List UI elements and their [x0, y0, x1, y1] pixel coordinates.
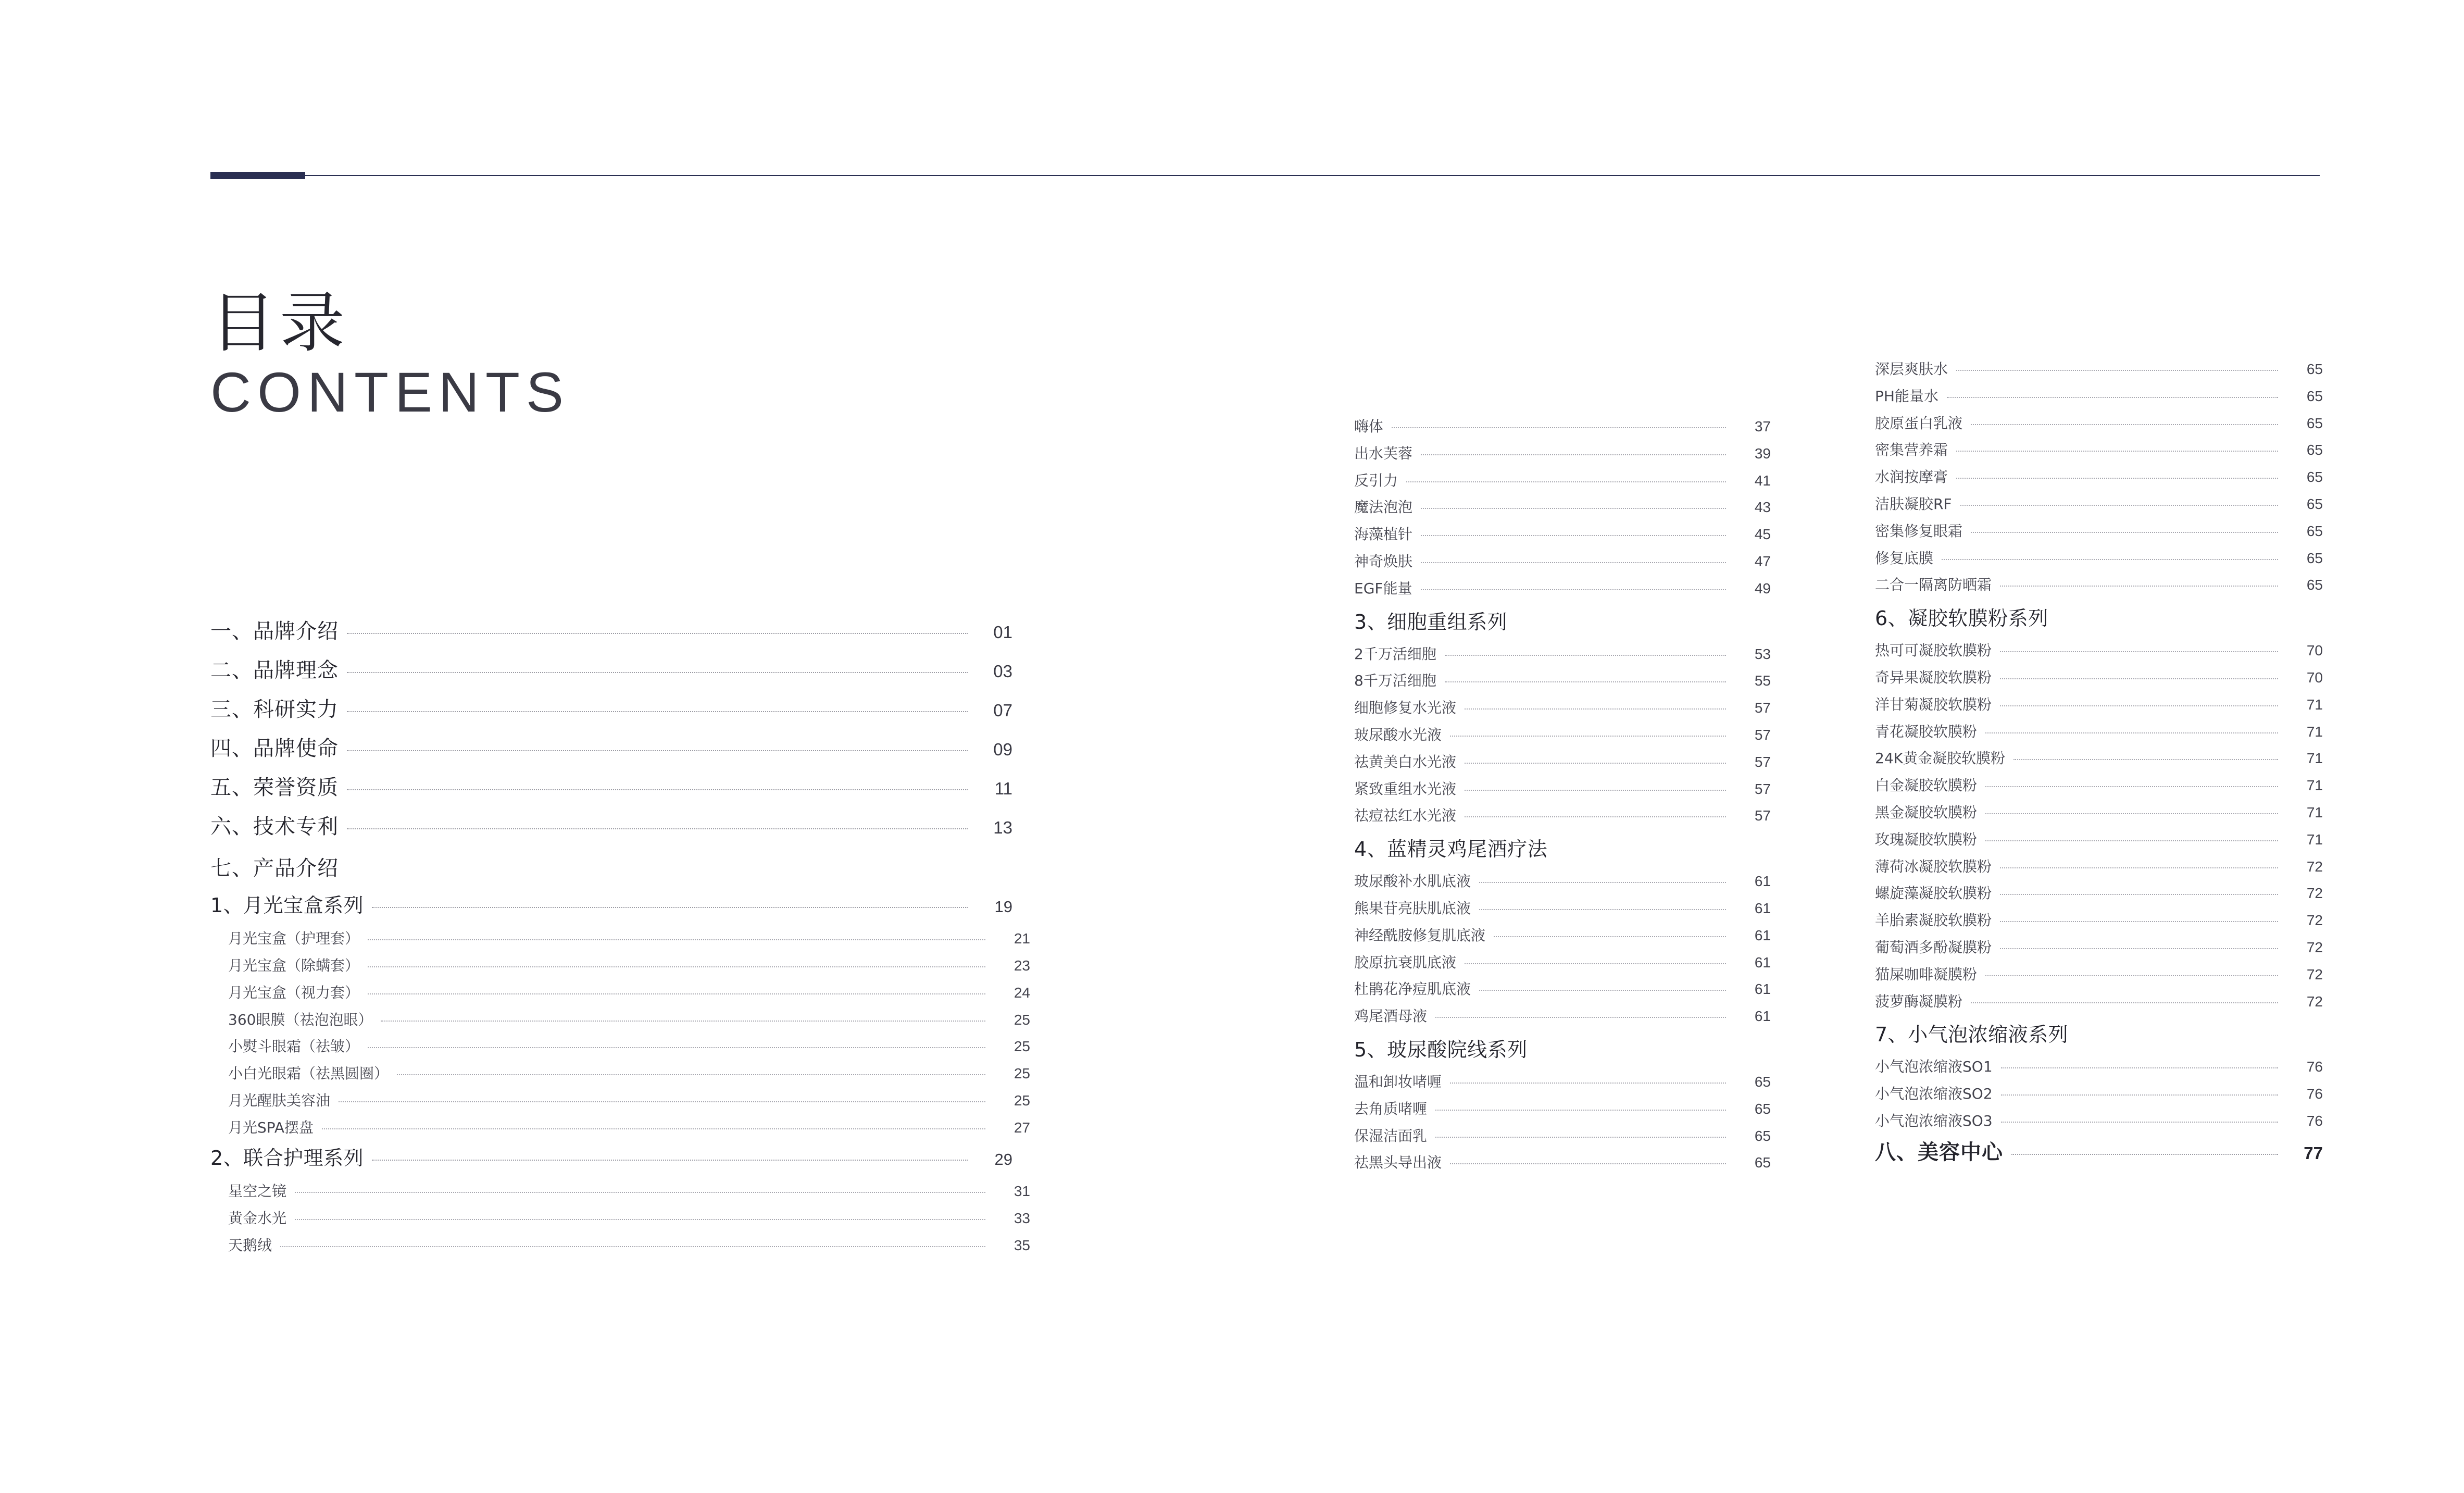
toc-entry-leader-dots: [1985, 813, 2278, 814]
toc-entry[interactable]: [1354, 671, 1771, 691]
toc-entry-page-number: 65: [2306, 442, 2323, 458]
toc-entry-label: 月光醒肤美容油: [228, 1092, 331, 1110]
toc-entry-label: 玻尿酸水光液: [1354, 726, 1442, 743]
toc-entry-leader-dots: [1956, 451, 2278, 452]
toc-entry[interactable]: [210, 774, 1012, 802]
toc-entry-label: 祛黄美白水光液: [1354, 753, 1457, 770]
toc-entry-page-number: 72: [2306, 912, 2323, 929]
toc-entry[interactable]: [1875, 575, 2323, 595]
toc-entry[interactable]: [1354, 471, 1771, 491]
toc-entry-page-number: 27: [1014, 1119, 1030, 1136]
toc-entry-leader-dots: [1956, 478, 2278, 479]
toc-entry-page-number: 11: [994, 779, 1012, 798]
toc-entry[interactable]: [1875, 749, 2323, 768]
toc-entry[interactable]: [210, 1181, 1030, 1201]
toc-entry[interactable]: [1875, 414, 2323, 433]
toc-entry-label: 月光宝盒（视力套）: [228, 984, 360, 1001]
toc-entry-leader-dots: [347, 672, 968, 673]
toc-entry-leader-dots: [1435, 1137, 1726, 1138]
toc-entry[interactable]: [1354, 926, 1771, 945]
toc-entry-page-number: 03: [993, 662, 1012, 681]
toc-entry-page-number: 65: [1754, 1073, 1771, 1090]
toc-entry-label: 二合一隔离防晒霜: [1875, 576, 1992, 594]
toc-entry-label: 小气泡浓缩液SO2: [1875, 1085, 1993, 1103]
toc-entry-leader-dots: [280, 1246, 985, 1247]
toc-entry-page-number: 53: [1754, 645, 1771, 662]
toc-entry-page-number: 61: [1754, 927, 1771, 943]
toc-entry-leader-dots: [1942, 559, 2278, 560]
toc-entry-page-number: 65: [1754, 1100, 1771, 1117]
toc-entry-page-number: 61: [1754, 981, 1771, 998]
toc-entry-page-number: 07: [993, 701, 1012, 720]
toc-entry-label: 神奇焕肤: [1354, 552, 1413, 570]
toc-entry-leader-dots: [381, 1021, 985, 1022]
toc-entry-page-number: 13: [993, 818, 1012, 837]
toc-entry-label: 紧致重组水光液: [1354, 780, 1457, 798]
toc-entry-page-number: 23: [1014, 957, 1030, 974]
toc-entry[interactable]: [1875, 549, 2323, 568]
toc-entry-label: 青花凝胶软膜粉: [1875, 723, 1978, 740]
toc-entry-label: 月光SPA摆盘: [228, 1118, 314, 1136]
toc-entry-label: 去角质啫喱: [1354, 1100, 1428, 1117]
toc-entry-leader-dots: [1479, 882, 1726, 883]
toc-entry[interactable]: [1875, 830, 2323, 850]
toc-entry[interactable]: [1875, 440, 2323, 460]
header-rule-accent-block: [210, 172, 305, 179]
toc-entry-leader-dots: [295, 1192, 985, 1193]
toc-entry-page-number: 25: [1014, 1038, 1030, 1055]
toc-entry[interactable]: [1875, 668, 2323, 688]
toc-entry-label: 熊果苷亮肤肌底液: [1354, 899, 1471, 917]
toc-entry-label: 海藻植针: [1354, 526, 1413, 543]
toc-entry[interactable]: [1354, 552, 1771, 571]
toc-entry-leader-dots: [347, 750, 968, 751]
toc-entry[interactable]: [1354, 644, 1771, 664]
toc-entry-leader-dots: [1479, 990, 1726, 991]
toc-entry-label: 修复底膜: [1875, 549, 1934, 567]
toc-entry[interactable]: [210, 656, 1012, 685]
toc-entry-leader-dots: [2000, 948, 2278, 949]
toc-entry[interactable]: [1354, 444, 1771, 464]
toc-entry[interactable]: [1875, 1084, 2323, 1104]
toc-entry-leader-dots: [1445, 655, 1726, 656]
toc-entry-page-number: 21: [1014, 930, 1030, 947]
toc-entry[interactable]: [1875, 722, 2323, 742]
toc-entry[interactable]: [1875, 521, 2323, 541]
toc-entry[interactable]: [1354, 1006, 1771, 1026]
toc-entry-page-number: 57: [1754, 780, 1771, 797]
toc-entry[interactable]: [1875, 695, 2323, 715]
toc-entry-label: 小白光眼霜（祛黑圆圈）: [228, 1065, 389, 1083]
toc-entry-page-number: 09: [993, 740, 1012, 759]
toc-entry[interactable]: [1354, 806, 1771, 826]
toc-entry-leader-dots: [372, 907, 968, 908]
toc-entry[interactable]: [210, 892, 1012, 919]
toc-entry-leader-dots: [347, 633, 968, 634]
toc-entry-leader-dots: [1494, 936, 1726, 937]
toc-entry-label: 螺旋藻凝胶软膜粉: [1875, 885, 1992, 902]
toc-entry-label: 360眼膜（祛泡泡眼）: [228, 1011, 373, 1028]
toc-entry-label: 天鹅绒: [228, 1236, 272, 1254]
toc-column-left: [210, 617, 1030, 1262]
toc-entry[interactable]: [210, 813, 1012, 841]
toc-entry-leader-dots: [1392, 427, 1726, 428]
toc-entry-leader-dots: [1421, 454, 1726, 455]
toc-entry-label: PH能量水: [1875, 387, 1938, 405]
toc-entry-page-number: 70: [2306, 642, 2323, 659]
toc-entry-leader-dots: [1479, 909, 1726, 910]
toc-entry[interactable]: [210, 929, 1030, 949]
toc-entry-label: 小熨斗眼霜（祛皱）: [228, 1038, 360, 1055]
toc-entry-page-number: 65: [1754, 1154, 1771, 1171]
toc-entry[interactable]: [1875, 641, 2323, 661]
toc-entry-leader-dots: [2001, 1067, 2278, 1068]
toc-entry-leader-dots: [1465, 963, 1726, 964]
toc-entry-page-number: 49: [1754, 580, 1771, 596]
toc-entry-label: 薄荷冰凝胶软膜粉: [1875, 857, 1992, 875]
toc-entry-page-number: 61: [1754, 900, 1771, 916]
toc-entry[interactable]: [1875, 494, 2323, 514]
toc-entry-leader-dots: [1450, 736, 1726, 737]
toc-entry-leader-dots: [1985, 732, 2278, 733]
toc-entry-label: 奇异果凝胶软膜粉: [1875, 668, 1992, 686]
toc-entry-label: 小气泡浓缩液SO3: [1875, 1112, 1993, 1129]
toc-entry-label: 1、月光宝盒系列: [210, 894, 364, 917]
toc-section-heading[interactable]: 5、玻尿酸院线系列: [1354, 1038, 1528, 1061]
toc-entry-leader-dots: [1450, 1083, 1726, 1084]
toc-entry-label: 月光宝盒（护理套）: [228, 930, 360, 948]
toc-entry-page-number: 01: [993, 623, 1012, 642]
toc-entry-label: 密集营养霜: [1875, 441, 1948, 459]
toc-entry-page-number: 57: [1754, 753, 1771, 770]
toc-entry-label: 温和卸妆啫喱: [1354, 1073, 1442, 1090]
toc-entry[interactable]: [1354, 979, 1771, 999]
toc-entry[interactable]: [1875, 965, 2323, 985]
toc-entry-label: 三、科研实力: [210, 698, 339, 721]
toc-entry-leader-dots: [1465, 763, 1726, 764]
toc-entry-label: 24K黄金凝胶软膜粉: [1875, 750, 2005, 767]
toc-entry-page-number: 71: [2306, 777, 2323, 794]
toc-entry-page-number: 43: [1754, 499, 1771, 516]
toc-entry-leader-dots: [2000, 921, 2278, 922]
toc-entry-page-number: 71: [2306, 831, 2323, 848]
toc-entry[interactable]: [1875, 938, 2323, 957]
toc-entry[interactable]: [210, 983, 1030, 1003]
toc-entry-label: 细胞修复水光液: [1354, 699, 1457, 717]
toc-entry-leader-dots: [1435, 1110, 1726, 1111]
toc-entry-label: 菠萝酶凝膜粉: [1875, 992, 1963, 1010]
toc-entry[interactable]: [210, 1064, 1030, 1084]
toc-entry-page-number: 71: [2306, 696, 2323, 713]
toc-entry-leader-dots: [2000, 894, 2278, 895]
toc-entry[interactable]: [1875, 387, 2323, 406]
toc-entry[interactable]: [1354, 1126, 1771, 1146]
toc-entry-label: 胶原蛋白乳液: [1875, 414, 1963, 432]
toc-entry-label: 八、美容中心: [1875, 1140, 2003, 1164]
toc-entry-label: 四、品牌使命: [210, 737, 339, 761]
page-title: [210, 285, 570, 424]
toc-entry-page-number: 57: [1754, 807, 1771, 824]
toc-column-right: [1875, 359, 2323, 1177]
toc-entry[interactable]: [1875, 884, 2323, 903]
toc-entry-page-number: 61: [1754, 1008, 1771, 1025]
toc-entry-page-number: 70: [2306, 669, 2323, 686]
toc-entry-label: 胶原抗衰肌底液: [1354, 953, 1457, 971]
toc-entry-label: 洁肤凝胶RF: [1875, 495, 1952, 513]
toc-entry-leader-dots: [1956, 370, 2278, 371]
toc-entry-leader-dots: [1465, 708, 1726, 710]
toc-entry-leader-dots: [1971, 424, 2278, 425]
toc-entry-label: 小气泡浓缩液SO1: [1875, 1058, 1993, 1076]
toc-entry-page-number: 71: [2306, 750, 2323, 767]
toc-entry-leader-dots: [347, 711, 968, 712]
toc-entry[interactable]: [1875, 911, 2323, 930]
toc-entry-leader-dots: [2000, 678, 2278, 679]
toc-entry-page-number: 65: [2306, 415, 2323, 431]
toc-entry-page-number: 72: [2306, 966, 2323, 982]
toc-entry-leader-dots: [1971, 1002, 2278, 1003]
toc-entry-label: 玻尿酸补水肌底液: [1354, 873, 1471, 890]
toc-entry[interactable]: [1875, 803, 2323, 823]
toc-entry-leader-dots: [397, 1074, 985, 1075]
toc-entry-label: 保湿洁面乳: [1354, 1127, 1428, 1144]
toc-entry-leader-dots: [1465, 790, 1726, 791]
toc-entry-leader-dots: [1450, 1163, 1726, 1164]
toc-entry[interactable]: [1875, 1057, 2323, 1077]
toc-entry-leader-dots: [1421, 562, 1726, 563]
toc-entry-page-number: 76: [2306, 1059, 2323, 1075]
toc-entry-leader-dots: [2000, 651, 2278, 652]
toc-entry-page-number: 47: [1754, 553, 1771, 569]
toc-entry[interactable]: [1875, 1111, 2323, 1131]
toc-entry-label: EGF能量: [1354, 579, 1412, 597]
toc-entry[interactable]: [1354, 779, 1771, 799]
toc-entry-page-number: 24: [1014, 984, 1030, 1001]
toc-entry-page-number: 25: [1014, 1011, 1030, 1028]
toc-entry-label: 葡萄酒多酚凝膜粉: [1875, 938, 1992, 956]
toc-entry-leader-dots: [339, 1101, 985, 1102]
toc-section-heading[interactable]: 7、小气泡浓缩液系列: [1875, 1023, 2069, 1047]
toc-entry-page-number: 39: [1754, 445, 1771, 462]
toc-entry-leader-dots: [2013, 759, 2278, 760]
toc-entry[interactable]: [1875, 857, 2323, 877]
toc-entry[interactable]: [1354, 525, 1771, 544]
toc-entry-leader-dots: [295, 1219, 985, 1220]
toc-entry[interactable]: [1354, 899, 1771, 918]
toc-entry-leader-dots: [2001, 1122, 2278, 1123]
toc-entry[interactable]: [1354, 1099, 1771, 1119]
toc-entry-label: 2、联合护理系列: [210, 1146, 364, 1169]
toc-entry-leader-dots: [1985, 840, 2278, 841]
toc-entry-label: 热可可凝胶软膜粉: [1875, 642, 1992, 660]
toc-entry-leader-dots: [1985, 975, 2278, 976]
toc-entry-leader-dots: [1960, 505, 2278, 506]
toc-entry-label: 8千万活细胞: [1354, 672, 1436, 690]
toc-entry[interactable]: [1354, 725, 1771, 745]
toc-entry-leader-dots: [368, 966, 985, 967]
toc-entry-label: 月光宝盒（除螨套）: [228, 957, 360, 975]
toc-entry-label: 星空之镜: [228, 1182, 287, 1200]
toc-entry-page-number: 76: [2306, 1112, 2323, 1129]
toc-entry-page-number: 65: [2306, 577, 2323, 593]
toc-entry-label: 玫瑰凝胶软膜粉: [1875, 830, 1978, 848]
toc-entry-page-number: 37: [1754, 418, 1771, 434]
toc-entry-label: 黄金水光: [228, 1209, 287, 1227]
toc-entry[interactable]: [1875, 1138, 2323, 1166]
toc-entry-page-number: 72: [2306, 885, 2323, 902]
toc-entry-page-number: 33: [1014, 1210, 1030, 1226]
toc-entry-label: 猫屎咖啡凝膜粉: [1875, 965, 1978, 983]
toc-entry-page-number: 29: [994, 1150, 1012, 1168]
header-rule-line: [210, 175, 2320, 176]
toc-entry-leader-dots: [1465, 816, 1726, 817]
toc-entry[interactable]: [1354, 698, 1771, 718]
toc-entry-label: 白金凝胶软膜粉: [1875, 777, 1978, 794]
toc-entry-leader-dots: [1421, 535, 1726, 536]
toc-entry-label: 黑金凝胶软膜粉: [1875, 803, 1978, 821]
toc-entry-leader-dots: [347, 828, 968, 829]
toc-entry-page-number: 65: [1754, 1127, 1771, 1144]
toc-entry-page-number: 65: [2306, 388, 2323, 404]
toc-entry-leader-dots: [1421, 508, 1726, 509]
toc-entry-page-number: 65: [2306, 495, 2323, 512]
toc-section-heading[interactable]: 4、蓝精灵鸡尾酒疗法: [1354, 838, 1548, 861]
page-title-cn: 目录: [210, 285, 349, 361]
toc-entry-leader-dots: [1435, 1017, 1726, 1018]
toc-entry-page-number: 65: [2306, 550, 2323, 566]
toc-entry-page-number: 31: [1014, 1183, 1030, 1199]
toc-entry-label: 深层爽肤水: [1875, 360, 1948, 378]
toc-entry-page-number: 61: [1754, 954, 1771, 971]
toc-entry-page-number: 57: [1754, 700, 1771, 716]
toc-section-heading[interactable]: 七、产品介绍: [210, 856, 339, 880]
toc-entry[interactable]: [1354, 872, 1771, 891]
toc-entry[interactable]: [210, 1010, 1030, 1030]
toc-entry-leader-dots: [2000, 705, 2278, 706]
toc-entry-page-number: 72: [2306, 993, 2323, 1010]
toc-entry[interactable]: [1354, 1153, 1771, 1173]
toc-entry[interactable]: [1354, 752, 1771, 772]
toc-entry-label: 六、技术专利: [210, 815, 339, 839]
toc-entry-page-number: 41: [1754, 472, 1771, 489]
toc-entry-label: 祛黑头导出液: [1354, 1154, 1442, 1172]
toc-entry-page-number: 65: [2306, 361, 2323, 377]
toc-entry-leader-dots: [1985, 786, 2278, 787]
toc-entry-leader-dots: [368, 1047, 985, 1048]
toc-entry-page-number: 35: [1014, 1237, 1030, 1253]
toc-entry[interactable]: [1875, 776, 2323, 795]
toc-entry-label: 二、品牌理念: [210, 658, 339, 682]
toc-entry-leader-dots: [372, 1160, 968, 1161]
toc-entry-label: 水润按摩膏: [1875, 468, 1948, 486]
page-title-en: CONTENTS: [210, 360, 570, 424]
toc-entry-leader-dots: [2000, 867, 2278, 868]
toc-entry-label: 嗨体: [1354, 418, 1384, 435]
toc-entry[interactable]: [1354, 417, 1771, 437]
toc-entry-page-number: 72: [2306, 858, 2323, 875]
toc-entry[interactable]: [210, 1145, 1012, 1172]
toc-entry[interactable]: [1354, 953, 1771, 973]
toc-entry-leader-dots: [1947, 397, 2278, 398]
toc-entry[interactable]: [1354, 497, 1771, 517]
toc-entry-page-number: 57: [1754, 726, 1771, 743]
toc-entry-label: 2千万活细胞: [1354, 645, 1436, 663]
toc-entry[interactable]: [210, 1037, 1030, 1056]
toc-entry-label: 羊胎素凝胶软膜粉: [1875, 912, 1992, 929]
toc-entry[interactable]: [210, 1091, 1030, 1111]
toc-entry-page-number: 25: [1014, 1065, 1030, 1082]
toc-entry-label: 祛痘祛红水光液: [1354, 807, 1457, 825]
toc-entry-page-number: 19: [994, 898, 1012, 916]
toc-entry-label: 魔法泡泡: [1354, 499, 1413, 516]
header-rule: [210, 172, 2320, 179]
toc-entry-leader-dots: [322, 1128, 985, 1129]
toc-entry[interactable]: [210, 617, 1012, 645]
toc-entry-page-number: 71: [2306, 804, 2323, 820]
toc-entry-leader-dots: [368, 939, 985, 940]
toc-entry-page-number: 55: [1754, 673, 1771, 689]
toc-entry-leader-dots: [1971, 532, 2278, 533]
toc-entry[interactable]: [1875, 467, 2323, 487]
toc-entry-label: 一、品牌介绍: [210, 619, 339, 643]
toc-entry-page-number: 71: [2306, 723, 2323, 740]
toc-entry-leader-dots: [2001, 1094, 2278, 1096]
toc-entry-page-number: 76: [2306, 1086, 2323, 1102]
toc-entry-page-number: 72: [2306, 939, 2323, 955]
toc-entry-label: 五、荣誉资质: [210, 776, 339, 800]
toc-entry-leader-dots: [368, 993, 985, 994]
toc-entry[interactable]: [210, 956, 1030, 976]
toc-entry-label: 神经酰胺修复肌底液: [1354, 926, 1486, 944]
toc-entry[interactable]: [210, 1118, 1030, 1138]
toc-entry-page-number: 65: [2306, 469, 2323, 486]
toc-entry-page-number: 25: [1014, 1092, 1030, 1109]
toc-column-middle: [1354, 417, 1771, 1180]
toc-entry-leader-dots: [2011, 1154, 2278, 1155]
toc-entry-label: 洋甘菊凝胶软膜粉: [1875, 695, 1992, 713]
toc-entry-leader-dots: [1406, 481, 1726, 482]
toc-entry[interactable]: [210, 1236, 1030, 1255]
toc-entry-label: 密集修复眼霜: [1875, 522, 1963, 540]
toc-section-heading[interactable]: 3、细胞重组系列: [1354, 610, 1508, 633]
toc-entry[interactable]: [1354, 1072, 1771, 1092]
toc-entry-label: 杜鹃花净痘肌底液: [1354, 980, 1471, 998]
toc-entry[interactable]: [1354, 579, 1771, 599]
toc-entry-label: 鸡尾酒母液: [1354, 1007, 1428, 1025]
toc-entry[interactable]: [1875, 359, 2323, 379]
toc-entry[interactable]: [210, 1209, 1030, 1228]
toc-entry-page-number: 45: [1754, 526, 1771, 543]
toc-entry-leader-dots: [1445, 681, 1726, 682]
toc-entry[interactable]: [210, 695, 1012, 724]
toc-entry[interactable]: [1875, 992, 2323, 1012]
toc-entry-leader-dots: [347, 789, 968, 790]
toc-entry[interactable]: [210, 735, 1012, 763]
toc-entry-page-number: 61: [1754, 873, 1771, 890]
toc-entry-label: 反引力: [1354, 471, 1398, 489]
toc-entry-leader-dots: [2000, 586, 2278, 587]
toc-entry-leader-dots: [1421, 589, 1727, 590]
toc-entry-page-number: 65: [2306, 522, 2323, 539]
toc-entry-label: 出水芙蓉: [1354, 444, 1413, 462]
toc-entry-page-number: 77: [2304, 1143, 2323, 1163]
toc-section-heading[interactable]: 6、凝胶软膜粉系列: [1875, 607, 2048, 630]
